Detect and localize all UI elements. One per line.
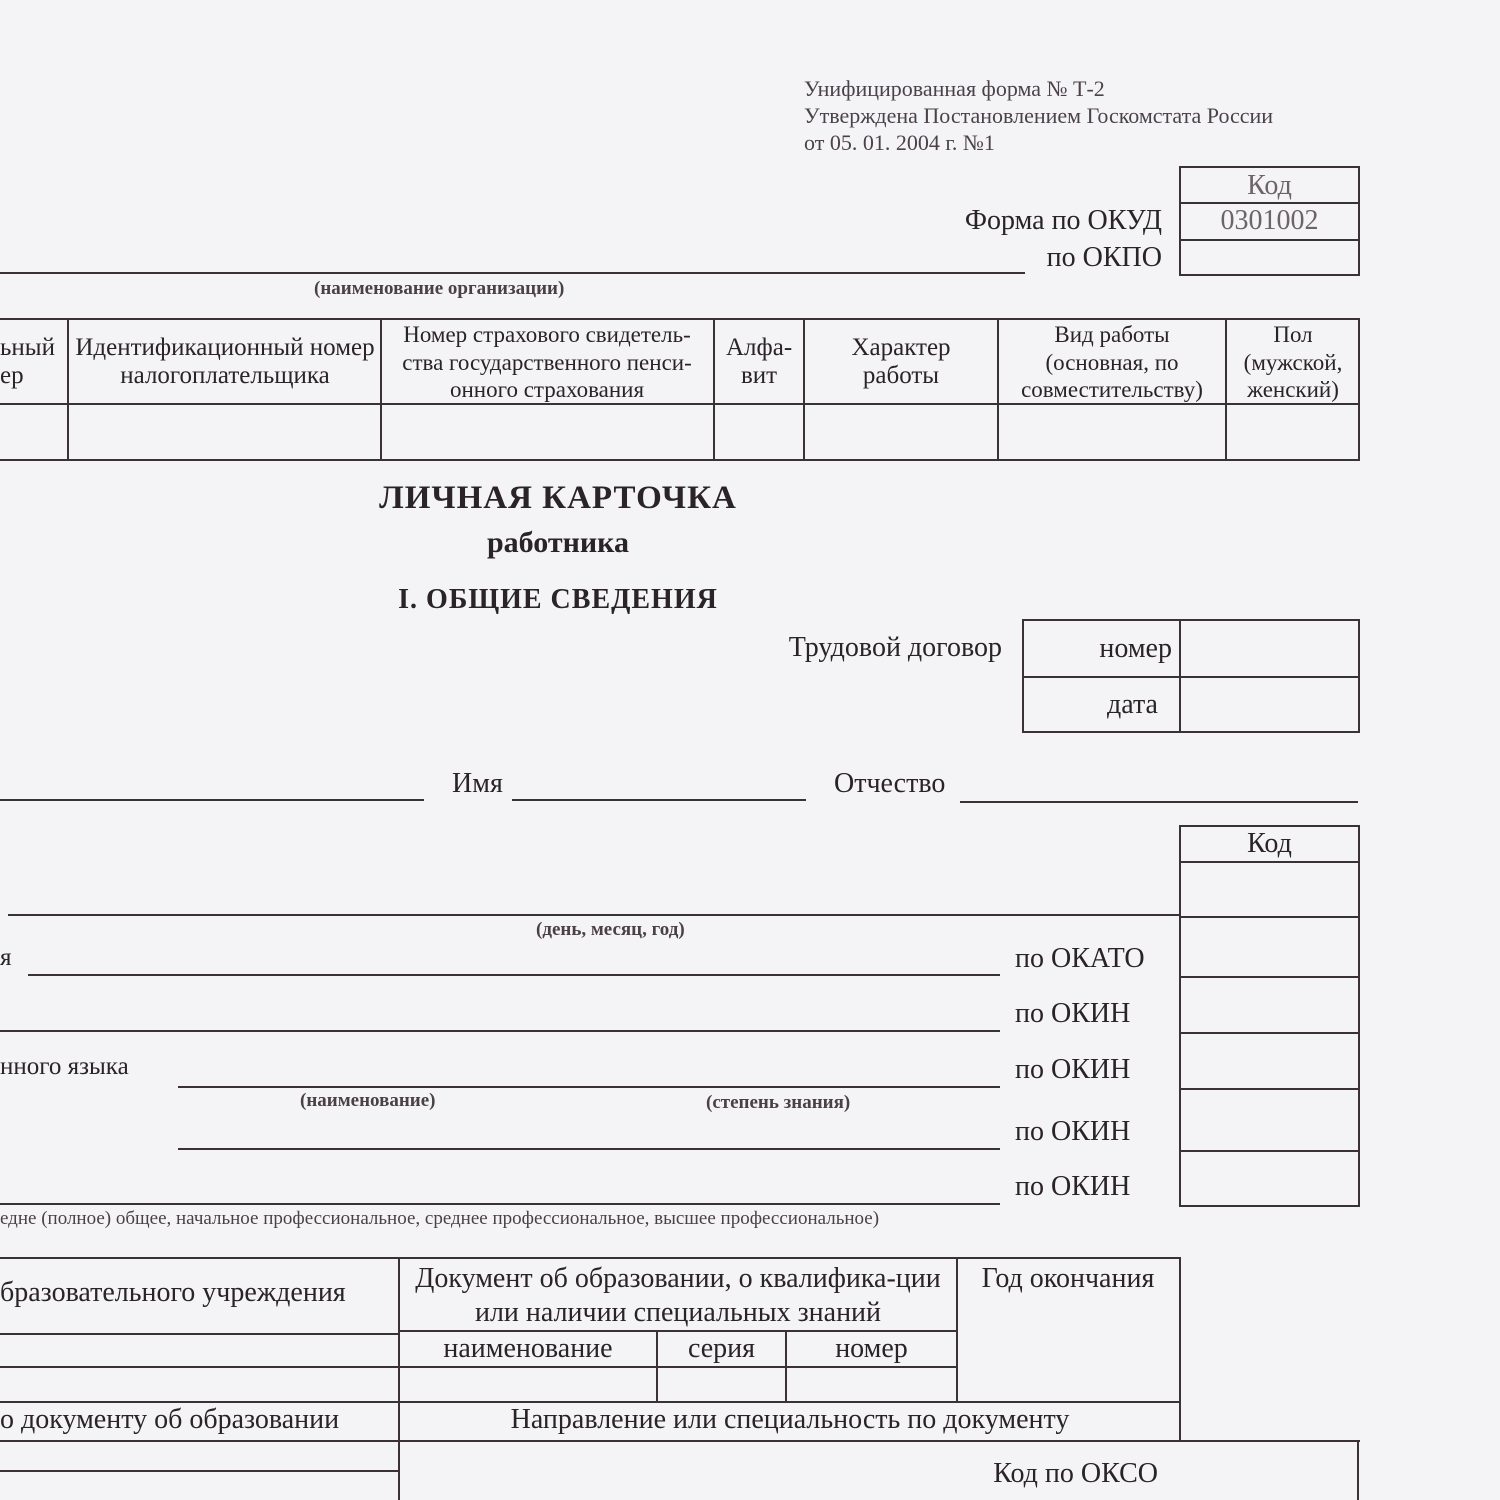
contract-date-input[interactable] (1182, 678, 1357, 731)
col-divider (1179, 619, 1181, 733)
work-type-cell[interactable] (999, 405, 1224, 459)
birth-date-caption: (день, месяц, год) (536, 919, 685, 940)
specialty-header: Направление или специальность по документу (510, 1404, 1070, 1435)
work-character-cell[interactable] (805, 405, 996, 459)
gender-cell[interactable] (1227, 405, 1358, 459)
okato-label: по ОКАТО (1015, 943, 1145, 974)
education-field[interactable] (0, 1203, 1000, 1205)
divider (1179, 916, 1360, 918)
divider (0, 1440, 1360, 1442)
divider (0, 1257, 1181, 1259)
document-title: ЛИЧНАЯ КАРТОЧКА (379, 480, 737, 516)
okso-label: Код по ОКСО (993, 1458, 1158, 1489)
language-degree-caption: (степень знания) (706, 1092, 851, 1113)
okud-label: Форма по ОКУД (964, 205, 1162, 236)
patronymic-label: Отчество (834, 768, 946, 799)
alphabet-cell[interactable] (715, 405, 802, 459)
foreign-language-label-fragment: нного языка (0, 1053, 129, 1080)
graduation-year-cell[interactable] (958, 1332, 1178, 1400)
doc-number-cell[interactable] (787, 1368, 955, 1400)
institution-name-cell[interactable] (0, 1335, 396, 1365)
graduation-year-header: Год окончания (981, 1263, 1155, 1294)
divider (0, 1401, 1181, 1403)
citizenship-field[interactable] (0, 1030, 1000, 1032)
col-divider (1357, 1440, 1359, 1500)
doc-number-header: номер (835, 1333, 908, 1364)
code-column-header: Код (1247, 828, 1292, 859)
divider (1179, 861, 1360, 863)
divider (1179, 202, 1360, 204)
inn-cell[interactable] (69, 405, 379, 459)
okpo-label: по ОКПО (1046, 242, 1162, 273)
divider (0, 1470, 400, 1472)
form-number-line: Унифицированная форма № Т-2 (804, 76, 1105, 101)
doc-series-cell[interactable] (658, 1368, 784, 1400)
col-header-inn: Идентификационный номер налогоплательщика (75, 334, 375, 389)
birthplace-label-fragment: я (0, 944, 12, 971)
okin-label-4: по ОКИН (1015, 1171, 1131, 1202)
okin-label-1: по ОКИН (1015, 998, 1131, 1029)
birth-date-field[interactable] (8, 914, 1180, 916)
patronymic-field[interactable] (960, 801, 1358, 803)
doc-name-header: наименование (443, 1333, 613, 1364)
col-header-personnel-number: ьный ер (0, 334, 55, 389)
language-name-caption: (наименование) (300, 1090, 436, 1111)
col-header-work-type: Вид работы (основная, по совместительству) (1021, 322, 1203, 403)
document-subtitle: работника (486, 526, 630, 559)
col-header-insurance-number: Номер страхового свидетель-ства государственного пенси-онного страхования (402, 322, 692, 403)
approval-line: Утверждена Постановлением Госкомстата России (804, 103, 1274, 128)
institution-header: бразовательного учреждения (0, 1277, 346, 1308)
name-label: Имя (452, 768, 503, 799)
contract-label: Трудовой договор (788, 632, 1002, 663)
code-header: Код (1247, 170, 1292, 201)
divider (1179, 1150, 1360, 1152)
insurance-number-cell[interactable] (382, 405, 712, 459)
personnel-number-cell[interactable] (0, 405, 66, 459)
section-title: I. ОБЩИЕ СВЕДЕНИЯ (398, 584, 718, 615)
divider (1179, 976, 1360, 978)
contract-date-label: дата (1107, 689, 1158, 720)
second-language-field[interactable] (178, 1148, 1000, 1150)
divider (1179, 1088, 1360, 1090)
contract-number-input[interactable] (1182, 622, 1357, 675)
education-document-header: Документ об образовании, о квалифика-ции или наличии специальных знаний (415, 1263, 941, 1329)
okso-code-cell[interactable] (1181, 1442, 1356, 1500)
first-name-field[interactable] (512, 799, 806, 801)
organization-name-field[interactable] (0, 272, 1025, 274)
doc-series-header: серия (687, 1333, 756, 1364)
divider (1179, 239, 1360, 241)
education-caption: едне (полное) общее, начальное профессиональное, среднее профессиональное, высшее профессиональное) (0, 1208, 880, 1229)
surname-field[interactable] (0, 799, 424, 801)
col-header-gender: Пол (мужской, женский) (1243, 322, 1343, 403)
birthplace-field[interactable] (28, 974, 1000, 976)
col-header-alphabet: Алфа-вит (726, 334, 793, 389)
qualification-header: о документу об образовании (0, 1404, 340, 1435)
contract-number-label: номер (1099, 633, 1172, 664)
divider (1179, 1032, 1360, 1034)
organization-caption: (наименование организации) (314, 278, 565, 299)
okin-label-3: по ОКИН (1015, 1116, 1131, 1147)
foreign-language-field[interactable] (178, 1086, 1000, 1088)
okin-label-2: по ОКИН (1015, 1054, 1131, 1085)
approval-date-line: от 05. 01. 2004 г. №1 (804, 130, 995, 155)
col-header-work-character: Характер работы (851, 334, 951, 389)
doc-name-cell[interactable] (400, 1368, 655, 1400)
okud-value: 0301002 (1220, 205, 1319, 236)
